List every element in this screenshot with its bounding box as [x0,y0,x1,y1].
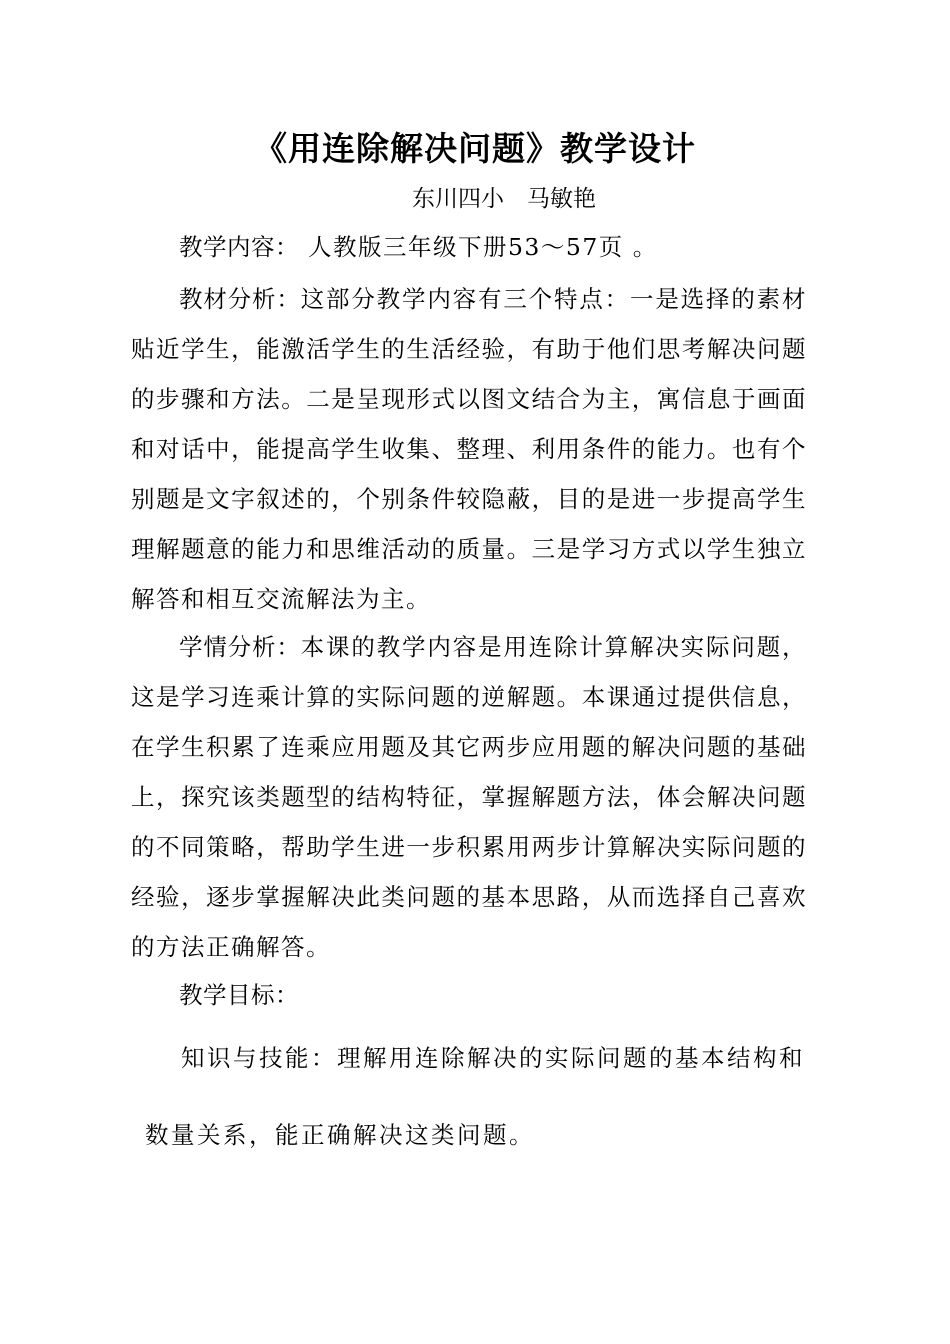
knowledge-skill-line-1: 知识与技能：理解用连除解决的实际问题的基本结构和 [181,1044,805,1072]
teaching-content-paragraph [131,222,831,272]
knowledge-skill-line-2: 数量关系，能正确解决这类问题。 [145,1121,535,1149]
teaching-content-label: 教学内容： [179,233,299,261]
student-analysis-text: 本课的教学内容是用连除计算解决实际问题，这是学习连乘计算的实际问题的逆解题。本课通过提供信息，在学生积累了连乘应用题及其它两步应用题的解决问题的基础上，探究该类题型的结构特征，掌握解题方法，体会解决问题的不同策略，帮助学生进一步积累用两步计算解决实际问题的经验，逐步掌握解决此类问题的基本思路，从而选择自己喜欢的方法正确解答。 [131,633,808,961]
teaching-goals-heading [131,970,807,1020]
student-analysis-label: 学情分析： [179,633,301,661]
teaching-goals-label: 教学目标： [179,981,299,1009]
material-analysis-paragraph [131,274,807,624]
material-analysis-label: 教材分析： [179,285,301,313]
student-analysis-paragraph [131,622,807,972]
material-analysis-text: 这部分教学内容有三个特点：一是选择的素材贴近学生，能激活学生的生活经验，有助于他们思考解决问题的步骤和方法。二是呈现形式以图文结合为主，寓信息于画面和对话中，能提高学生收集、整理、利用条件的能力。也有个别题是文字叙述的，个别条件较隐蔽，目的是进一步提高学生理解题意的能力和思维活动的质量。三是学习方式以学生独立解答和相互交流解法为主。 [131,285,808,613]
document-title: 《用连除解决问题》教学设计 [254,129,696,168]
teaching-content-text: 人教版三年级下册53～57页 。 [299,233,658,261]
author-line: 东川四小 马敏艳 [412,186,596,212]
